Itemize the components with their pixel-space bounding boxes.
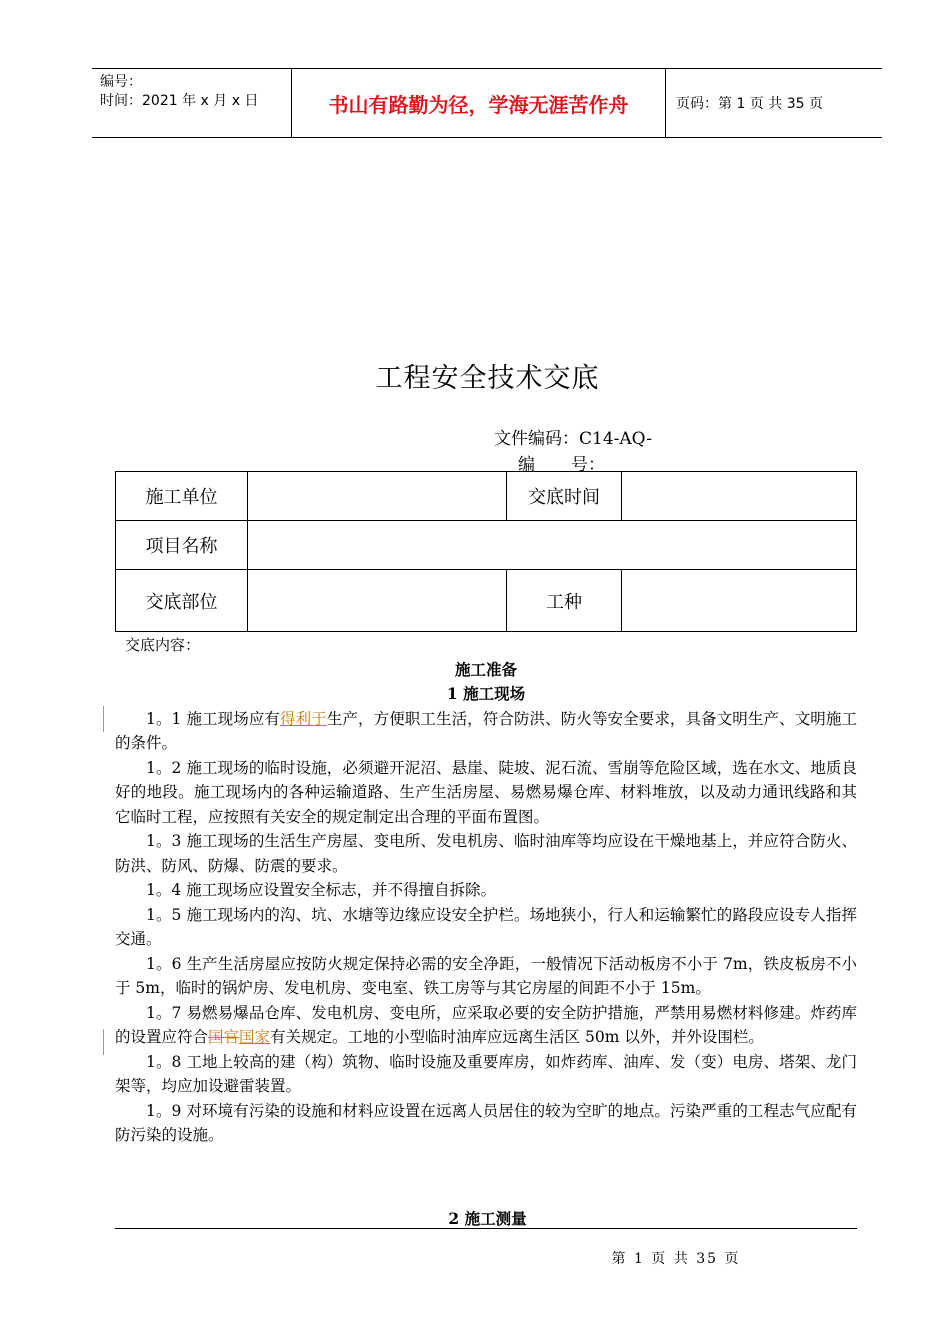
revision-bar [103, 1029, 104, 1055]
project-name-label: 项目名称 [116, 521, 248, 570]
project-name-value [248, 521, 857, 570]
handover-time-value [622, 472, 857, 521]
number-label: 编 号： [518, 455, 605, 475]
handover-part-label: 交底部位 [116, 570, 248, 632]
content-body [115, 633, 857, 1148]
paragraph: 1。6 生产生活房屋应按防火规定保持必需的安全净距，一般情况下活动板房不小于 7m，铁皮板房不小于 5m，临时的锅炉房、发电机房、变电室、铁工房等与其它房屋的间距不小于 15m。 [115, 954, 857, 997]
work-type-label: 工种 [507, 570, 622, 632]
content-label: 交底内容： [125, 636, 201, 654]
header-meta [92, 69, 292, 137]
construction-unit-value [248, 472, 507, 521]
paragraph: 1。4 施工现场应设置安全标志，并不得擅自拆除。 [146, 881, 497, 899]
subsection-heading: 2 施工测量 [448, 1209, 527, 1228]
paragraph: 1。8 工地上较高的建（构）筑物、临时设施及重要库房，如炸药库、油库、发（变）电房、塔架、龙门架等，均应加设避雷装置。 [115, 1052, 857, 1095]
paragraph: 1。7 易燃易爆品仓库、发电机房、变电所，应采取必要的安全防护措施，严禁用易燃材料修建。炸药库的设置应符合国官国家有关规定。工地的小型临时油库应远离生活区 50m 以外，并外设围栏。 [115, 1003, 857, 1046]
handover-time-label: 交底时间 [507, 472, 622, 521]
page-footer: 第 1 页 共 35 页 [611, 1251, 741, 1267]
construction-unit-label: 施工单位 [116, 472, 248, 521]
paragraph: 1。1 施工现场应有得利于生产，方便职工生活，符合防洪、防火等安全要求，具备文明生产、文明施工的条件。 [115, 709, 857, 752]
revision-bar [103, 706, 104, 732]
revision-delete: 国官 [208, 1028, 240, 1046]
time-label: 时间：2021 年 x 月 x 日 [100, 93, 259, 109]
subsection-heading: 1 施工现场 [446, 684, 526, 703]
paragraph: 1。9 对环境有污染的设施和材料应设置在远离人员居住的较为空旷的地点。污染严重的工程志气应配有防污染的设施。 [115, 1101, 857, 1144]
file-code: 文件编码：C14-AQ- [494, 429, 652, 449]
paragraph: 1。2 施工现场的临时设施，必须避开泥沼、悬崖、陡坡、泥石流、雪崩等危险区域，选在水文、地质良好的地段。施工现场内的各种运输道路、生产生活房屋、易燃易爆仓库、材料堆放，以及动力通讯线路和其它临时工程，应按照有关安全的规定制定出合理的平面布置图。 [115, 758, 857, 826]
header-motto: 书山有路勤为径，学海无涯苦作舟 [292, 69, 666, 137]
handover-part-value [248, 570, 507, 632]
info-table [115, 471, 857, 632]
work-type-value [622, 570, 857, 632]
header-page-info: 页码：第 1 页 共 35 页 [676, 96, 823, 112]
document-title: 工程安全技术交底 [375, 363, 600, 394]
footer-divider [115, 1228, 857, 1229]
revision-insert: 得利于 [280, 709, 327, 728]
paragraph: 1。3 施工现场的生活生产房屋、变电所、发电机房、临时油库等均应设在干燥地基上，并应符合防火、防洪、防风、防爆、防震的要求。 [115, 832, 857, 875]
section-heading: 施工准备 [454, 659, 517, 679]
paragraph: 1。5 施工现场内的沟、坑、水塘等边缘应设安全护栏。场地狭小，行人和运输繁忙的路段应设专人指挥交通。 [115, 905, 857, 948]
code-label: 编号： [100, 74, 142, 90]
revision-insert: 国家 [239, 1028, 271, 1046]
page-header [92, 68, 882, 138]
